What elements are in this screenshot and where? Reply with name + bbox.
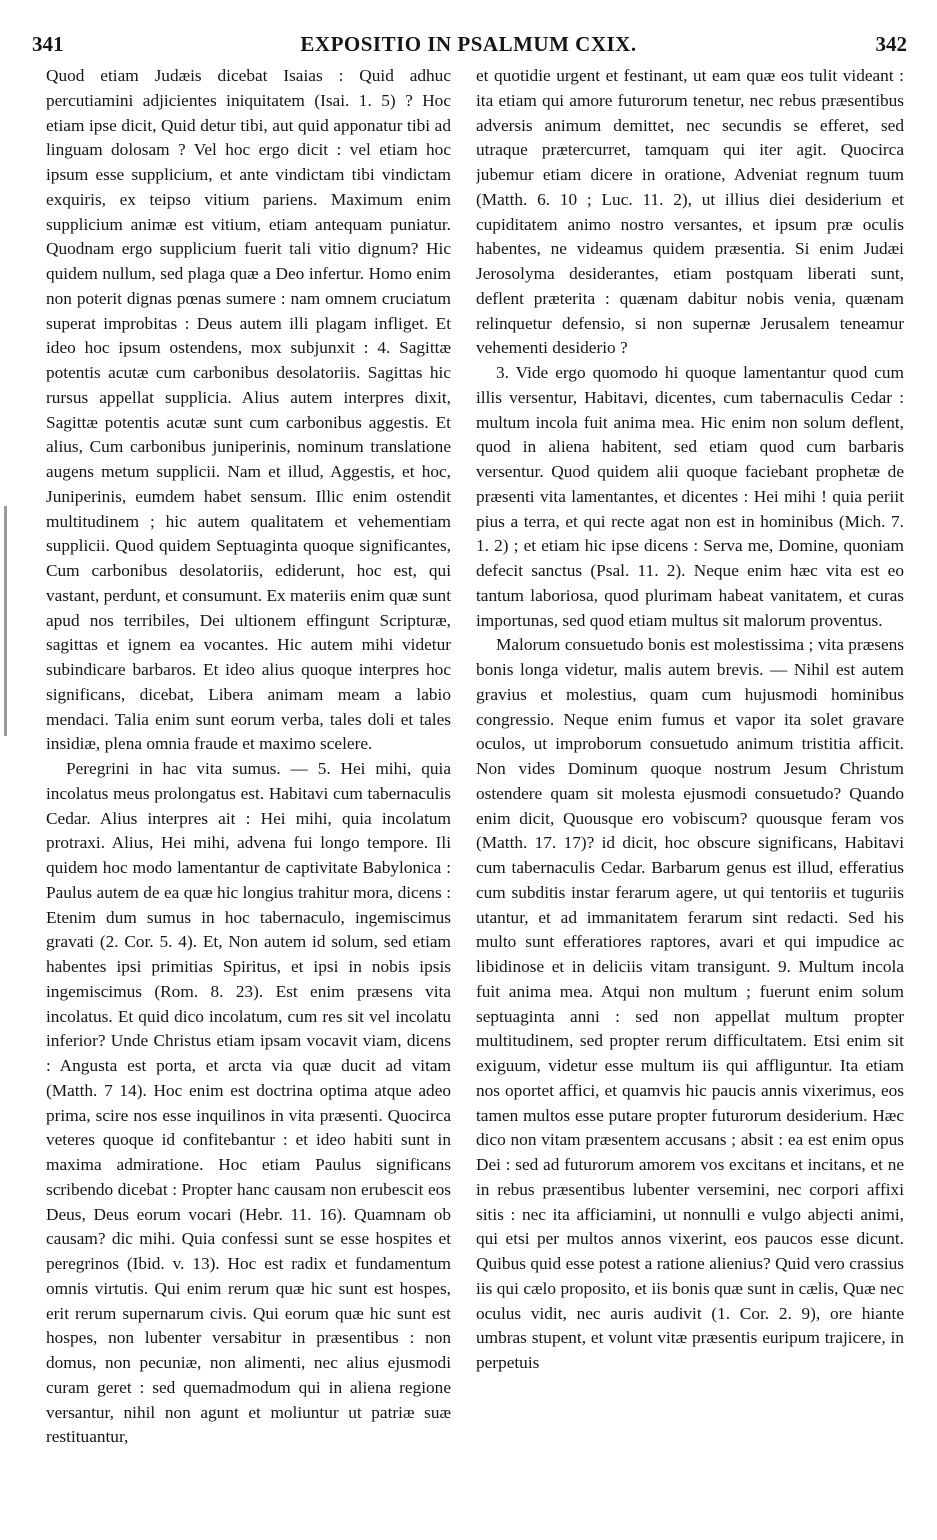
running-title: EXPOSITIO IN PSALMUM CXIX. xyxy=(300,32,637,56)
page-number-right: 342 xyxy=(875,32,907,56)
paragraph: Quod etiam Judæis dicebat Isaias : Quid adhuc percutiamini adjicientes iniquitatem (Isai. 1. 5) ? Hoc etiam ipse dicit, Quid detur tibi, aut quid apponatur tibi ad linguam dolosam ? Vel hoc ergo dicit : vel etiam hoc ipsum esse supplicium, et ante vindictam tibi vindictam exquiris, ex teipso vitium pariens. Maximum enim supplicium animæ est vitium, etiam antequam puniatur. Quodnam ergo supplicium fuerit tali vitio dignum? Hic quidem nullum, sed plaga quæ a Deo infertur. Homo enim non poterit dignas pœnas sumere : nam omnem cruciatum superat improbitas : Deus autem illi plagam infliget. Et ideo hoc ipsum ostendens, mox subjunxit : 4. Sagittæ potentis acutæ cum carbonibus desolatoriis. Sagittas hic rursus appellat supplicia. Alius autem interpres dixit, Sagittæ potentis acutæ sunt cum carbonibus aggestis. Et alius, Cum carbonibus juniperinis, nominum translatione augens metum supplicii. Nam et illud, Aggestis, et hoc, Juniperinis, eumdem habet sensum. Illic enim ostendit multitudinem ; hic autem qualitatem et vehementiam supplicii. Quod quidem Septuaginta quoque significantes, Cum carbonibus desolatoriis, ediderunt, hoc est, qui vastant, perdunt, et consumunt. Ex materiis enim quæ sunt apud nos terribiles, Dei ultionem effingunt Scripturæ, sagittas et ignem ea vocantes. Hic autem mihi videtur subindicare barbaros. Et ideo alius quoque interpres hoc significans, dicebat, Libera animam meam a labio mendaci. Talia enim sunt eorum verba, tales doli et tales insidiæ, plena omnia fraude et maximo scelere. xyxy=(46,66,451,754)
page-number-left: 341 xyxy=(32,32,64,56)
right-text-column xyxy=(476,64,904,1520)
running-header xyxy=(0,32,937,62)
paragraph: Malorum consuetudo bonis est molestissima ; vita præsens bonis longa videtur, malis autem brevis. — Nihil est autem gravius et molestius, quam cum hujusmodi hominibus congressio. Neque enim fumus et vapor ita solet gravare oculos, ut improborum consuetudo animum tristitia afficit. Non vides Dominum quoque nostrum Jesum Christum ostendere quam sit molesta ejusmodi consuetudo? Quando enim dicit, Quousque ero vobiscum? quousque feram vos (Matth. 17. 17)? id dicit, hoc obscure significans, Habitavi cum tabernaculis Cedar. Barbarum genus est illud, efferatius cum subditis instar ferarum agere, ut qui tentoriis et tuguriis utantur, et ad immanitatem ferarum sint redacti. Sed his multo sunt efferatiores raptores, avari et qui impudice ac libidinose et in deliciis vitam transigunt. 9. Multum incola fuit anima mea. Atqui non multum ; fuerunt enim solum septuaginta anni : sed non appellat multum propter multitudinem, sed propter rerum difficultatem. Etsi enim sit exiguum, videtur esse multum iis qui affliguntur. Ita etiam nos oportet affici, et quamvis hic paucis annis vixerimus, eos tamen multos esse putare propter futurorum desiderium. Hæc dico non vitam præsentem accusans ; absit : ea est enim opus Dei : sed ad futurorum amorem vos excitans et incitans, et ne in rebus præsentibus lubenter versemini, nec corpori affixi sitis : nec ita afficiamini, ut nonnulli e vulgo abjecti animi, qui etsi per multos annos vixerint, eos paucos esse dicunt. Quibus quid esse potest a ratione alienius? Quid vero crassius iis qui cælo proposito, et iis bonis quæ sunt in cælis, Quæ nec oculus vidit, nec auris audivit (1. Cor. 2. 9), ore hiante umbras stupent, et volunt vitæ præsentis euripum trajicere, in perpetuis xyxy=(476,635,904,1372)
paragraph: 3. Vide ergo quomodo hi quoque lamentantur quod cum illis versentur, Habitavi, dicentes, cum tabernaculis Cedar : multum incola fuit anima mea. Hic enim non solum deflent, quod in aliena habitent, sed etiam quod cum barbaris versentur. Quod quidem alii quoque faciebant prophetæ de præsenti vita lamentantes, et dicentes : Hei mihi ! quia periit pius a terra, et qui recte agat non est in hominibus (Mich. 7. 1. 2) ; et etiam hic ipse dicens : Serva me, Domine, quoniam defecit sanctus (Psal. 11. 2). Neque enim hæc vita est eo tantum laboriosa, quod plurimam habeat vanitatem, et curas importunas, sed quod etiam multus sit malorum proventus. xyxy=(476,363,904,630)
paragraph: Peregrini in hac vita sumus. — 5. Hei mihi, quia incolatus meus prolongatus est. Habitavi cum tabernaculis Cedar. Alius interpres ait : Hei mihi, quia incolatum protraxi. Alius, Hei mihi, advena fui longo tempore. Ili quidem hoc modo lamentantur de captivitate Babylonica : Paulus autem de ea quæ hic longius trahitur mora, dicens : Etenim dum sumus in hoc tabernaculo, ingemiscimus gravati (2. Cor. 5. 4). Et, Non autem id solum, sed etiam habentes ipsi primitias Spiritus, et ipsi in nobis ipsis ingemiscimus (Rom. 8. 23). Est enim præsens vita incolatus. Et quid dico incolatum, cum res sit vel incolatu inferior? Unde Christus etiam ipsam vocavit viam, dicens : Angusta est porta, et arcta via quæ ducit ad vitam (Matth. 7 14). Hoc enim est doctrina optima atque adeo prima, scire nos esse inquilinos in vita præsenti. Quocirca veteres quoque id confitebantur : et ideo habiti sunt in maxima admiratione. Hoc etiam Paulus significans scribendo dicebat : Propter hanc causam non erubescit eos Deus, Deus eorum vocari (Hebr. 11. 16). Quamnam ob causam? dic mihi. Quia confessi sunt se esse hospites et peregrinos (Ibid. v. 13). Hoc est radix et fundamentum omnis virtutis. Qui enim rerum quæ hic sunt est hospes, erit rerum supernarum civis. Qui eorum quæ hic sunt est hospes, non lubenter versabitur in præsentibus : non domus, non pecuniæ, non alimenti, nec alius ejusmodi curam geret : sed quemadmodum qui in aliena regione versantur, nihil non agunt et moliuntur ut patriæ suæ restituantur, xyxy=(46,759,451,1447)
left-text-column xyxy=(46,64,451,1520)
paragraph: et quotidie urgent et festinant, ut eam quæ eos tulit videant : ita etiam qui amore futurorum tenetur, nec rebus præsentibus adversis animum demittet, nec secundis se efferet, sed utraque prætercurret, tamquam qui iter agit. Quocirca jubemur etiam dicere in oratione, Adveniat regnum tuum (Matth. 6. 10 ; Luc. 11. 2), ut illius diei desiderium et cupiditatem animo nostro versantes, et ipsum præ oculis habentes, ne videamus quidem præsentia. Si enim Judæi Jerosolyma desiderantes, etiam postquam liberati sunt, deflent præterita : quænam dabitur nobis venia, quænam relinquetur defensio, si non supernæ Jerusalem teneamur vehementi desiderio ? xyxy=(476,66,904,358)
margin-scan-mark xyxy=(4,506,7,736)
